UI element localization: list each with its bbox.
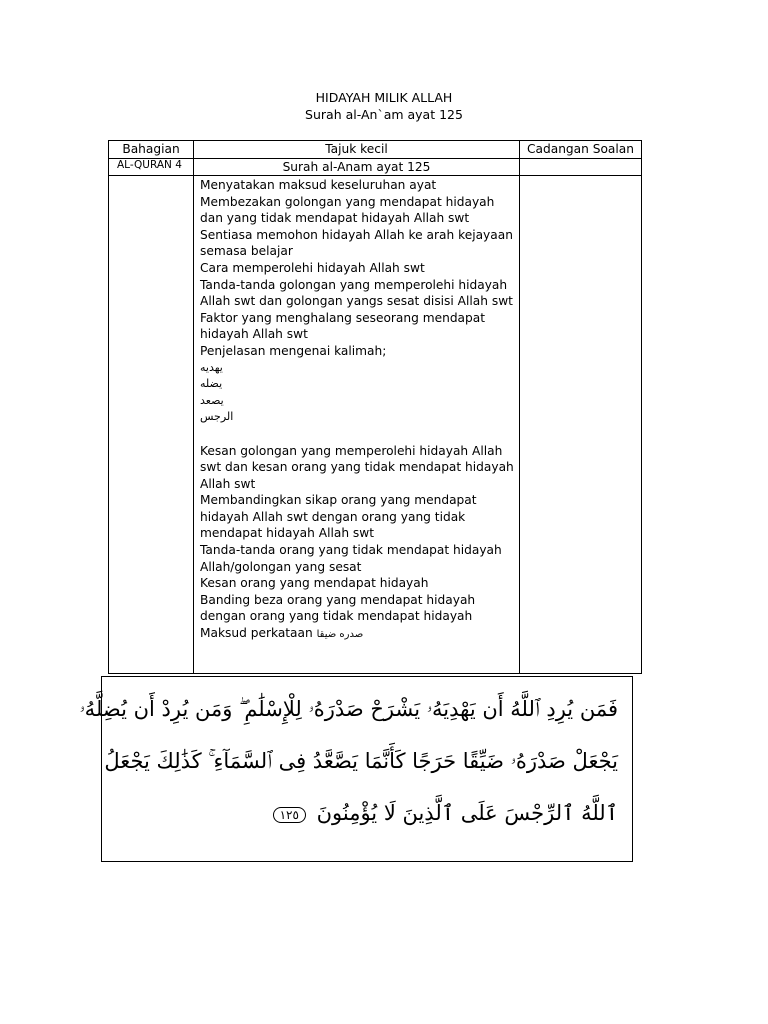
header-tajuk-kecil: Tajuk kecil (194, 141, 520, 159)
list-item: Membandingkan sikap orang yang mendapat (200, 493, 477, 508)
list-item: Menyatakan maksud keseluruhan ayat (200, 178, 437, 192)
last-line-arabic: صدره ضيقا (316, 629, 364, 641)
header-bahagian: Bahagian (109, 141, 194, 159)
list-item: Tanda-tanda orang yang tidak mendapat hidayah (200, 543, 502, 558)
list-item-last (200, 625, 515, 644)
subtopic-list (194, 176, 519, 644)
verse-line-3 (116, 801, 618, 825)
subtopic-list-cell (194, 176, 520, 674)
header-cadangan-soalan: Cadangan Soalan (520, 141, 642, 159)
arabic-word: يهديه (200, 360, 223, 374)
list-item: Membezakan golongan yang mendapat hidayah (200, 194, 495, 209)
verse-line-3-text: ٱللَّهُ ٱلرِّجْسَ عَلَى ٱلَّذِينَ لَا يُؤْمِنُونَ (316, 801, 618, 825)
list-item: dan yang tidak mendapat hidayah Allah swt (200, 211, 470, 226)
list-item: semasa belajar (200, 244, 293, 259)
list-item: Allah swt (200, 476, 256, 491)
empty-cell (520, 159, 642, 176)
list-item: Cara memperolehi hidayah Allah swt (200, 260, 425, 275)
table-row (109, 159, 642, 176)
arabic-word: يضله (200, 377, 223, 391)
list-item: swt dan kesan orang yang tidak mendapat hidayah (200, 460, 514, 475)
table-header-row (109, 141, 642, 159)
document-title: HIDAYAH MILIK ALLAH (315, 90, 453, 105)
list-item: Tanda-tanda golongan yang memperolehi hidayah (200, 277, 508, 292)
list-item: Sentiasa memohon hidayah Allah ke arah kejayaan (200, 227, 513, 242)
quran-verse-box (79, 676, 633, 862)
lesson-table (108, 140, 642, 674)
list-item: mendapat hidayah Allah swt (200, 526, 375, 541)
subtopic-heading: Surah al-Anam ayat 125 (194, 159, 520, 176)
list-item: Kesan orang yang mendapat hidayah (200, 576, 429, 591)
arabic-word: الرجس (200, 410, 234, 424)
ayah-number-badge: ١٢٥ (273, 807, 306, 823)
list-item: hidayah Allah swt dengan orang yang tidak (200, 509, 466, 524)
list-item: Allah swt dan golongan yangs sesat disisi Allah swt (200, 294, 513, 309)
list-item: Penjelasan mengenai kalimah; (200, 343, 387, 358)
section-code: AL-QURAN 4 (109, 159, 194, 176)
arabic-word: يصعد (200, 393, 224, 407)
list-item: hidayah Allah swt (200, 327, 308, 342)
table-row (109, 176, 642, 674)
empty-cell (520, 176, 642, 674)
verse-line-1: فَمَن يُرِدِ ٱللَّهُ أَن يَهْدِيَهُۥ يَشْرَحْ صَدْرَهُۥ لِلْإِسْلَٰمِ ۖ وَمَن يُرِدْ أَن يُضِلَّهُۥ (79, 697, 618, 721)
list-item: Allah/golongan yang sesat (200, 559, 362, 574)
list-item: Faktor yang menghalang seseorang mendapat (200, 310, 486, 325)
empty-cell (109, 176, 194, 674)
list-item: Kesan golongan yang memperolehi hidayah Allah (200, 443, 503, 458)
last-line-text: Maksud perkataan (200, 626, 313, 641)
spacer-line (200, 426, 515, 443)
list-item: dengan orang yang tidak mendapat hidayah (200, 609, 473, 624)
document-subtitle: Surah al-An`am ayat 125 (305, 107, 463, 122)
verse-line-2: يَجْعَلْ صَدْرَهُۥ ضَيِّقًا حَرَجًا كَأَنَّمَا يَصَّعَّدُ فِى ٱلسَّمَآءِ ۚ كَذَٰلِكَ يَجْعَلُ (104, 749, 618, 773)
list-item: Banding beza orang yang mendapat hidayah (200, 592, 476, 607)
